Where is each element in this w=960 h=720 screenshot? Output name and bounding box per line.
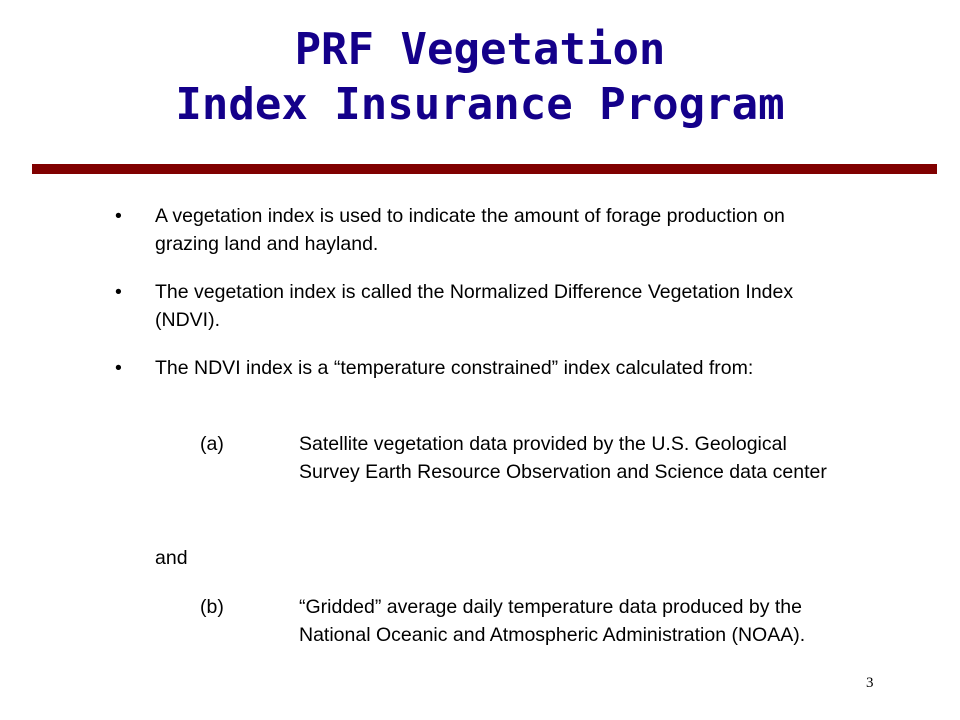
sub-item-label-a: (a) [200, 433, 224, 455]
bullet-dot-icon: • [115, 205, 122, 227]
slide-title [0, 22, 960, 132]
page-number: 3 [866, 675, 874, 691]
title-divider [32, 164, 937, 174]
bullet-dot-icon: • [115, 357, 122, 379]
conjunction-text: and [155, 547, 188, 569]
bullet-text-2: The vegetation index is called the Normalized Difference Vegetation Index (NDVI). [155, 281, 794, 331]
slide-title-line-2: Index Insurance Program [175, 79, 785, 130]
bullet-text-3: The NDVI index is a “temperature constrained” index calculated from: [155, 357, 754, 379]
bullet-text-1: A vegetation index is used to indicate the amount of forage production on grazing land and hayland. [155, 205, 785, 255]
slide-title-line-1: PRF Vegetation [294, 24, 666, 75]
sub-item-text-b: “Gridded” average daily temperature data produced by the National Oceanic and Atmospheric Administration (NOAA). [299, 596, 806, 646]
sub-item-label-b: (b) [200, 596, 224, 618]
bullet-dot-icon: • [115, 281, 122, 303]
sub-item-text-a: Satellite vegetation data provided by the U.S. Geological Survey Earth Resource Observation and Science data center [299, 433, 827, 483]
